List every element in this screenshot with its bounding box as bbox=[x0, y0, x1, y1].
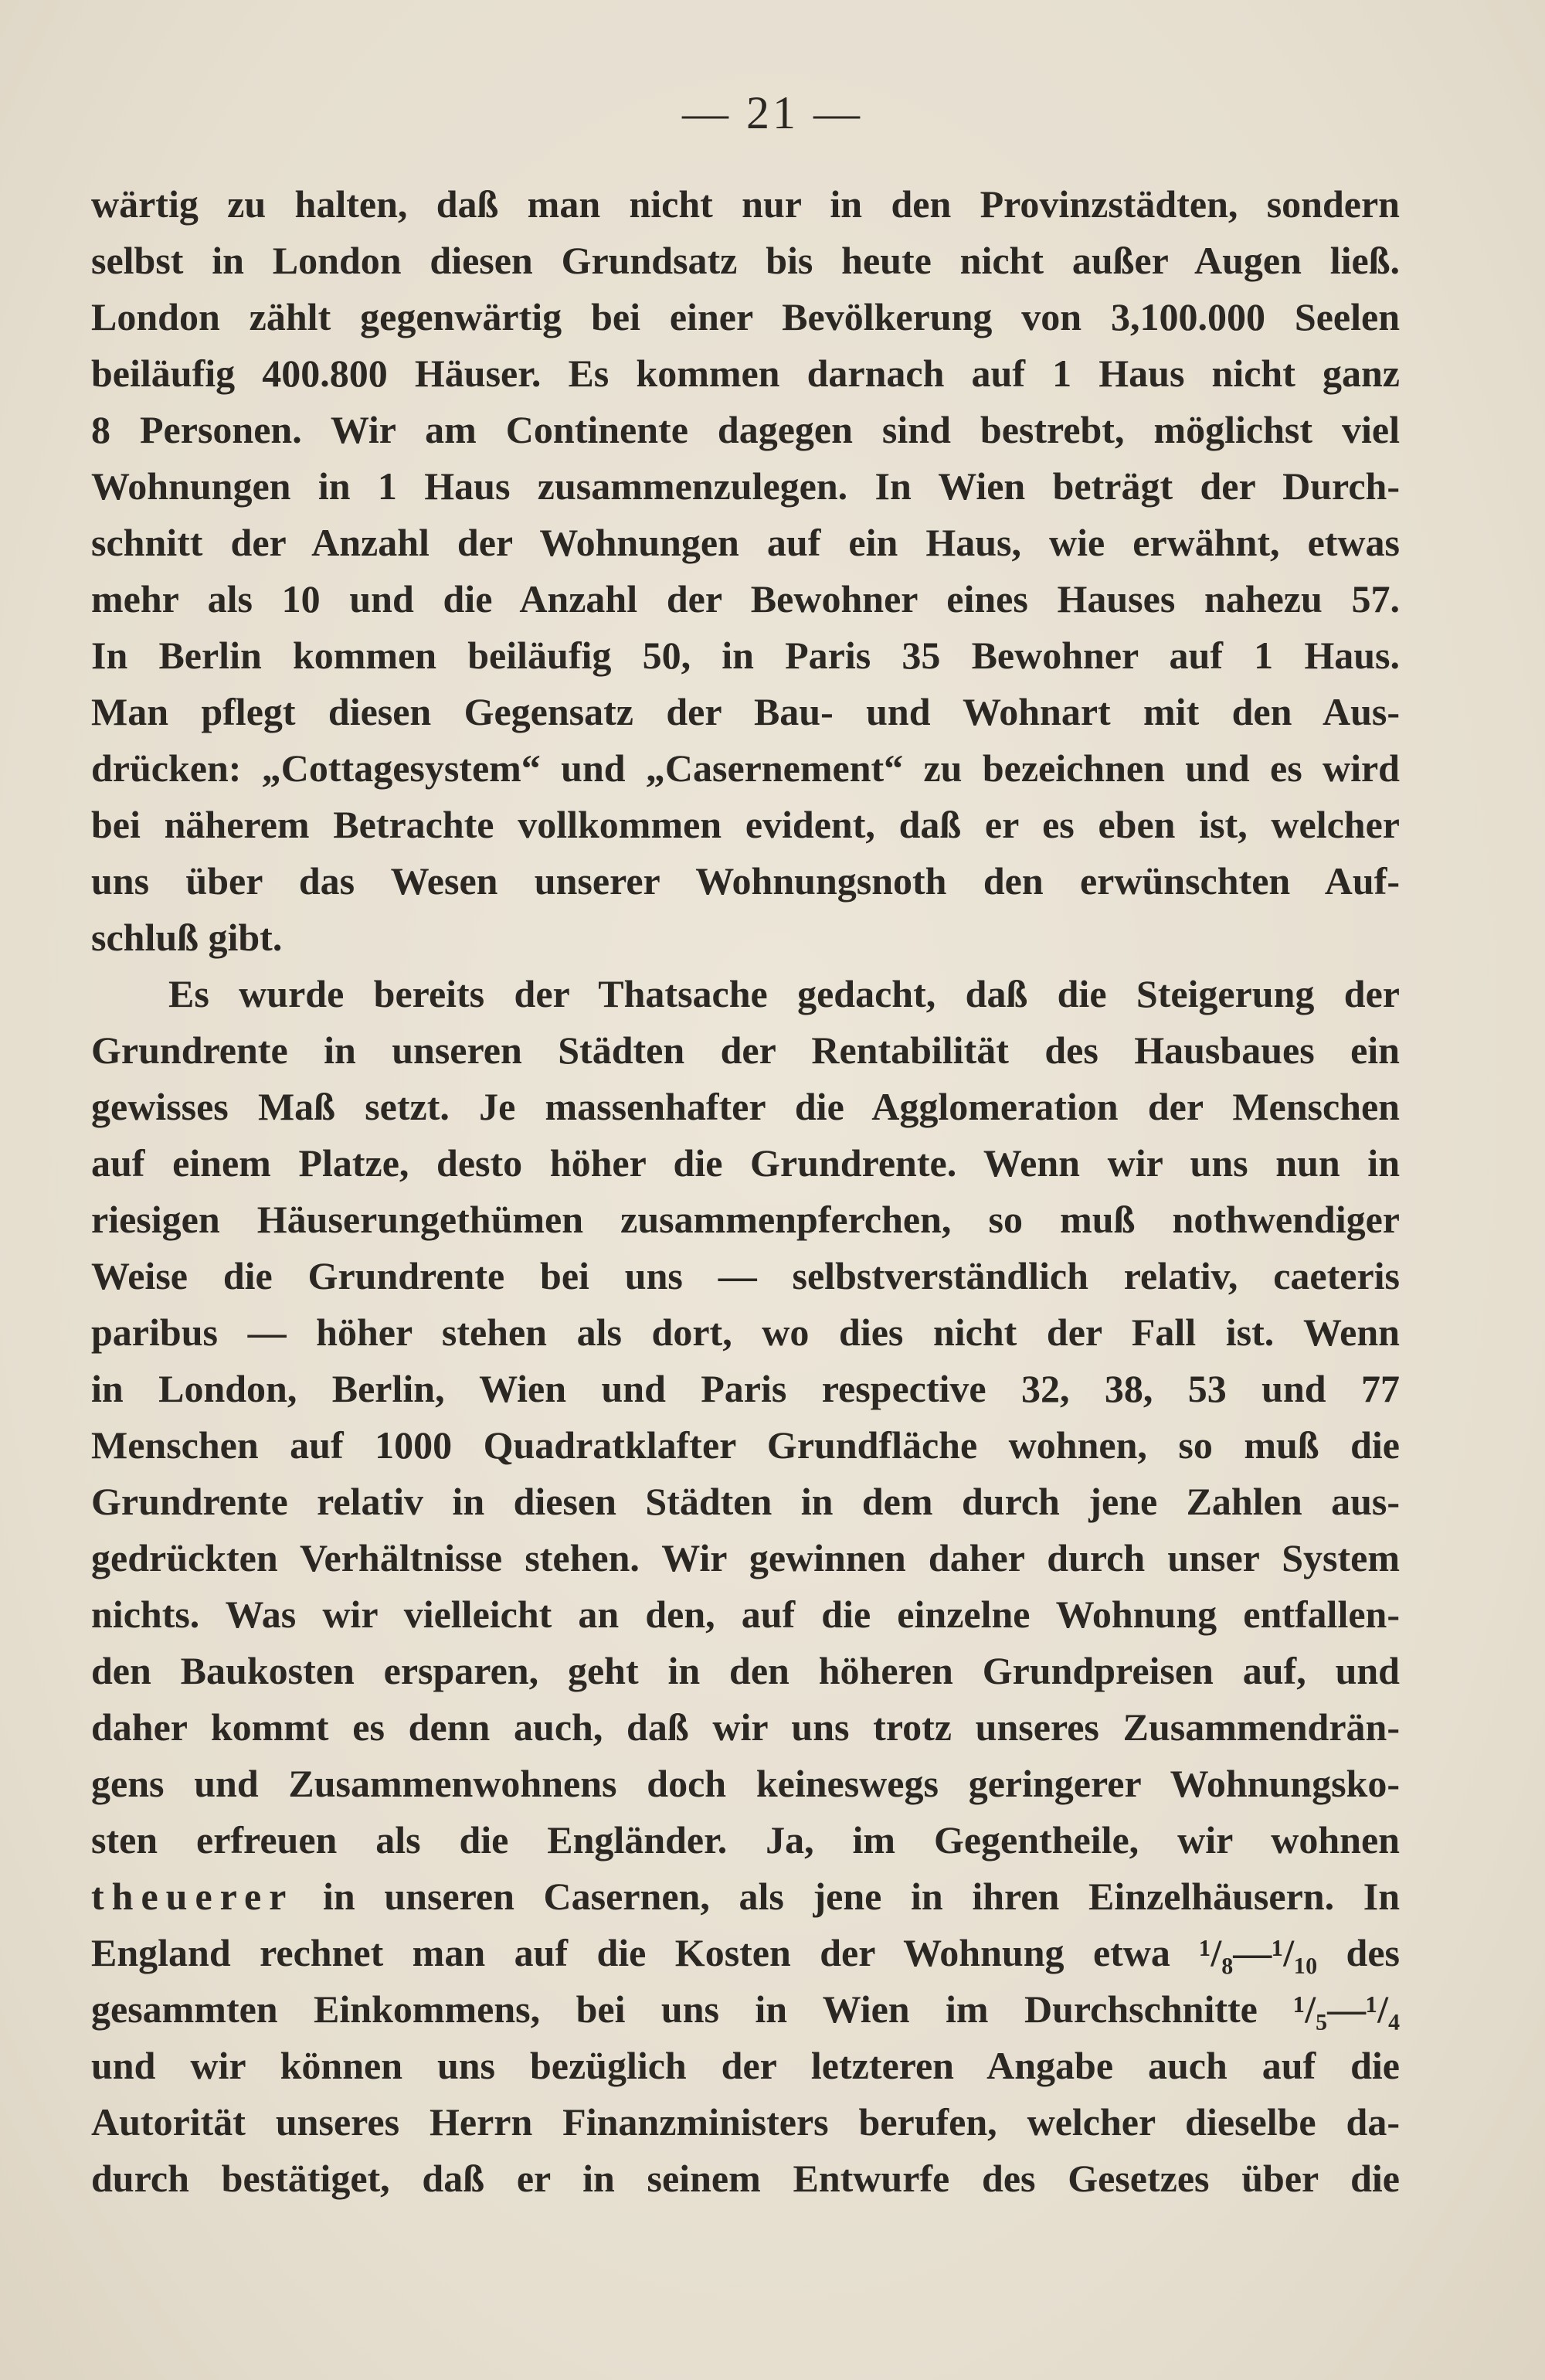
text-line: schluß gibt. bbox=[91, 916, 283, 959]
text-line: Menschen auf 1000 Quadratklafter Grundfläche wohnen, so muß die bbox=[91, 1423, 1400, 1467]
text-line: gens und Zusammenwohnens doch keineswegs geringerer Wohnungsko- bbox=[91, 1762, 1400, 1805]
text-line: Man pflegt diesen Gegensatz der Bau- und Wohnart mit den Aus- bbox=[91, 690, 1400, 733]
text-line: 8 Personen. Wir am Continente dagegen sind bestrebt, möglichst viel bbox=[91, 408, 1400, 451]
text-line: mehr als 10 und die Anzahl der Bewohner eines Hauses nahezu 57. bbox=[91, 577, 1400, 620]
text-line: beiläufig 400.800 Häuser. Es kommen darnach auf 1 Haus nicht ganz bbox=[91, 352, 1400, 395]
text-line: durch bestätiget, daß er in seinem Entwurfe des Gesetzes über die bbox=[91, 2157, 1400, 2200]
text-line: auf einem Platze, desto höher die Grundrente. Wenn wir uns nun in bbox=[91, 1141, 1400, 1185]
text-line: sten erfreuen als die Engländer. Ja, im Gegentheile, wir wohnen bbox=[91, 1818, 1400, 1862]
text-line: Wohnungen in 1 Haus zusammenzulegen. In Wien beträgt der Durch- bbox=[91, 464, 1400, 508]
text-line: gedrückten Verhältnisse stehen. Wir gewinnen daher durch unser System bbox=[91, 1536, 1400, 1579]
text-line: In Berlin kommen beiläufig 50, in Paris 35 Bewohner auf 1 Haus. bbox=[91, 634, 1400, 677]
emphasized-word: theuerer bbox=[91, 1875, 294, 1918]
page-number: — 21 — bbox=[682, 87, 863, 138]
body-text bbox=[91, 176, 1400, 2207]
text-line: Grundrente in unseren Städten der Rentabilität des Hausbaues ein bbox=[91, 1028, 1400, 1072]
text-line: daher kommt es denn auch, daß wir uns trotz unseres Zusammendrän- bbox=[91, 1705, 1400, 1749]
text-line: London zählt gegenwärtig bei einer Bevölkerung von 3,100.000 Seelen bbox=[91, 295, 1400, 338]
text-line: bei näherem Betrachte vollkommen evident, daß er es eben ist, welcher bbox=[91, 803, 1400, 846]
text-line: England rechnet man auf die Kosten der Wohnung etwa ¹/₈—¹/₁₀ des bbox=[91, 1931, 1400, 1974]
text-line: paribus — höher stehen als dort, wo dies nicht der Fall ist. Wenn bbox=[91, 1311, 1400, 1354]
text-line: drücken: „Cottagesystem“ und „Casernement“ zu bezeichnen und es wird bbox=[91, 746, 1400, 790]
text-line: uns über das Wesen unserer Wohnungsnoth den erwünschten Auf- bbox=[91, 859, 1400, 903]
text-line: und wir können uns bezüglich der letzteren Angabe auch auf die bbox=[91, 2044, 1400, 2087]
text-line: selbst in London diesen Grundsatz bis heute nicht außer Augen ließ. bbox=[91, 239, 1400, 282]
text-line: Es wurde bereits der Thatsache gedacht, daß die Steigerung der bbox=[168, 972, 1400, 1015]
text-line: wärtig zu halten, daß man nicht nur in den Provinzstädten, sondern bbox=[91, 182, 1400, 226]
text-line: in London, Berlin, Wien und Paris respective 32, 38, 53 und 77 bbox=[91, 1367, 1400, 1410]
text-line: gewisses Maß setzt. Je massenhafter die Agglomeration der Menschen bbox=[91, 1085, 1400, 1128]
text-line: Autorität unseres Herrn Finanzministers berufen, welcher dieselbe da- bbox=[91, 2100, 1400, 2144]
text-line: nichts. Was wir vielleicht an den, auf die einzelne Wohnung entfallen- bbox=[91, 1593, 1400, 1636]
text-line: riesigen Häuserungethümen zusammenpferchen, so muß nothwendiger bbox=[91, 1198, 1400, 1241]
text-line: Weise die Grundrente bei uns — selbstverständlich relativ, caeteris bbox=[91, 1254, 1400, 1297]
text-line: gesammten Einkommens, bei uns in Wien im Durchschnitte ¹/₅—¹/₄ bbox=[91, 1987, 1400, 2031]
text-line: den Baukosten ersparen, geht in den höheren Grundpreisen auf, und bbox=[91, 1649, 1400, 1692]
text-line: theuerer in unseren Casernen, als jene in ihren Einzelhäusern. In bbox=[91, 1875, 1400, 1918]
text-line: Grundrente relativ in diesen Städten in dem durch jene Zahlen aus- bbox=[91, 1480, 1400, 1523]
text-line: schnitt der Anzahl der Wohnungen auf ein Haus, wie erwähnt, etwas bbox=[91, 521, 1400, 564]
